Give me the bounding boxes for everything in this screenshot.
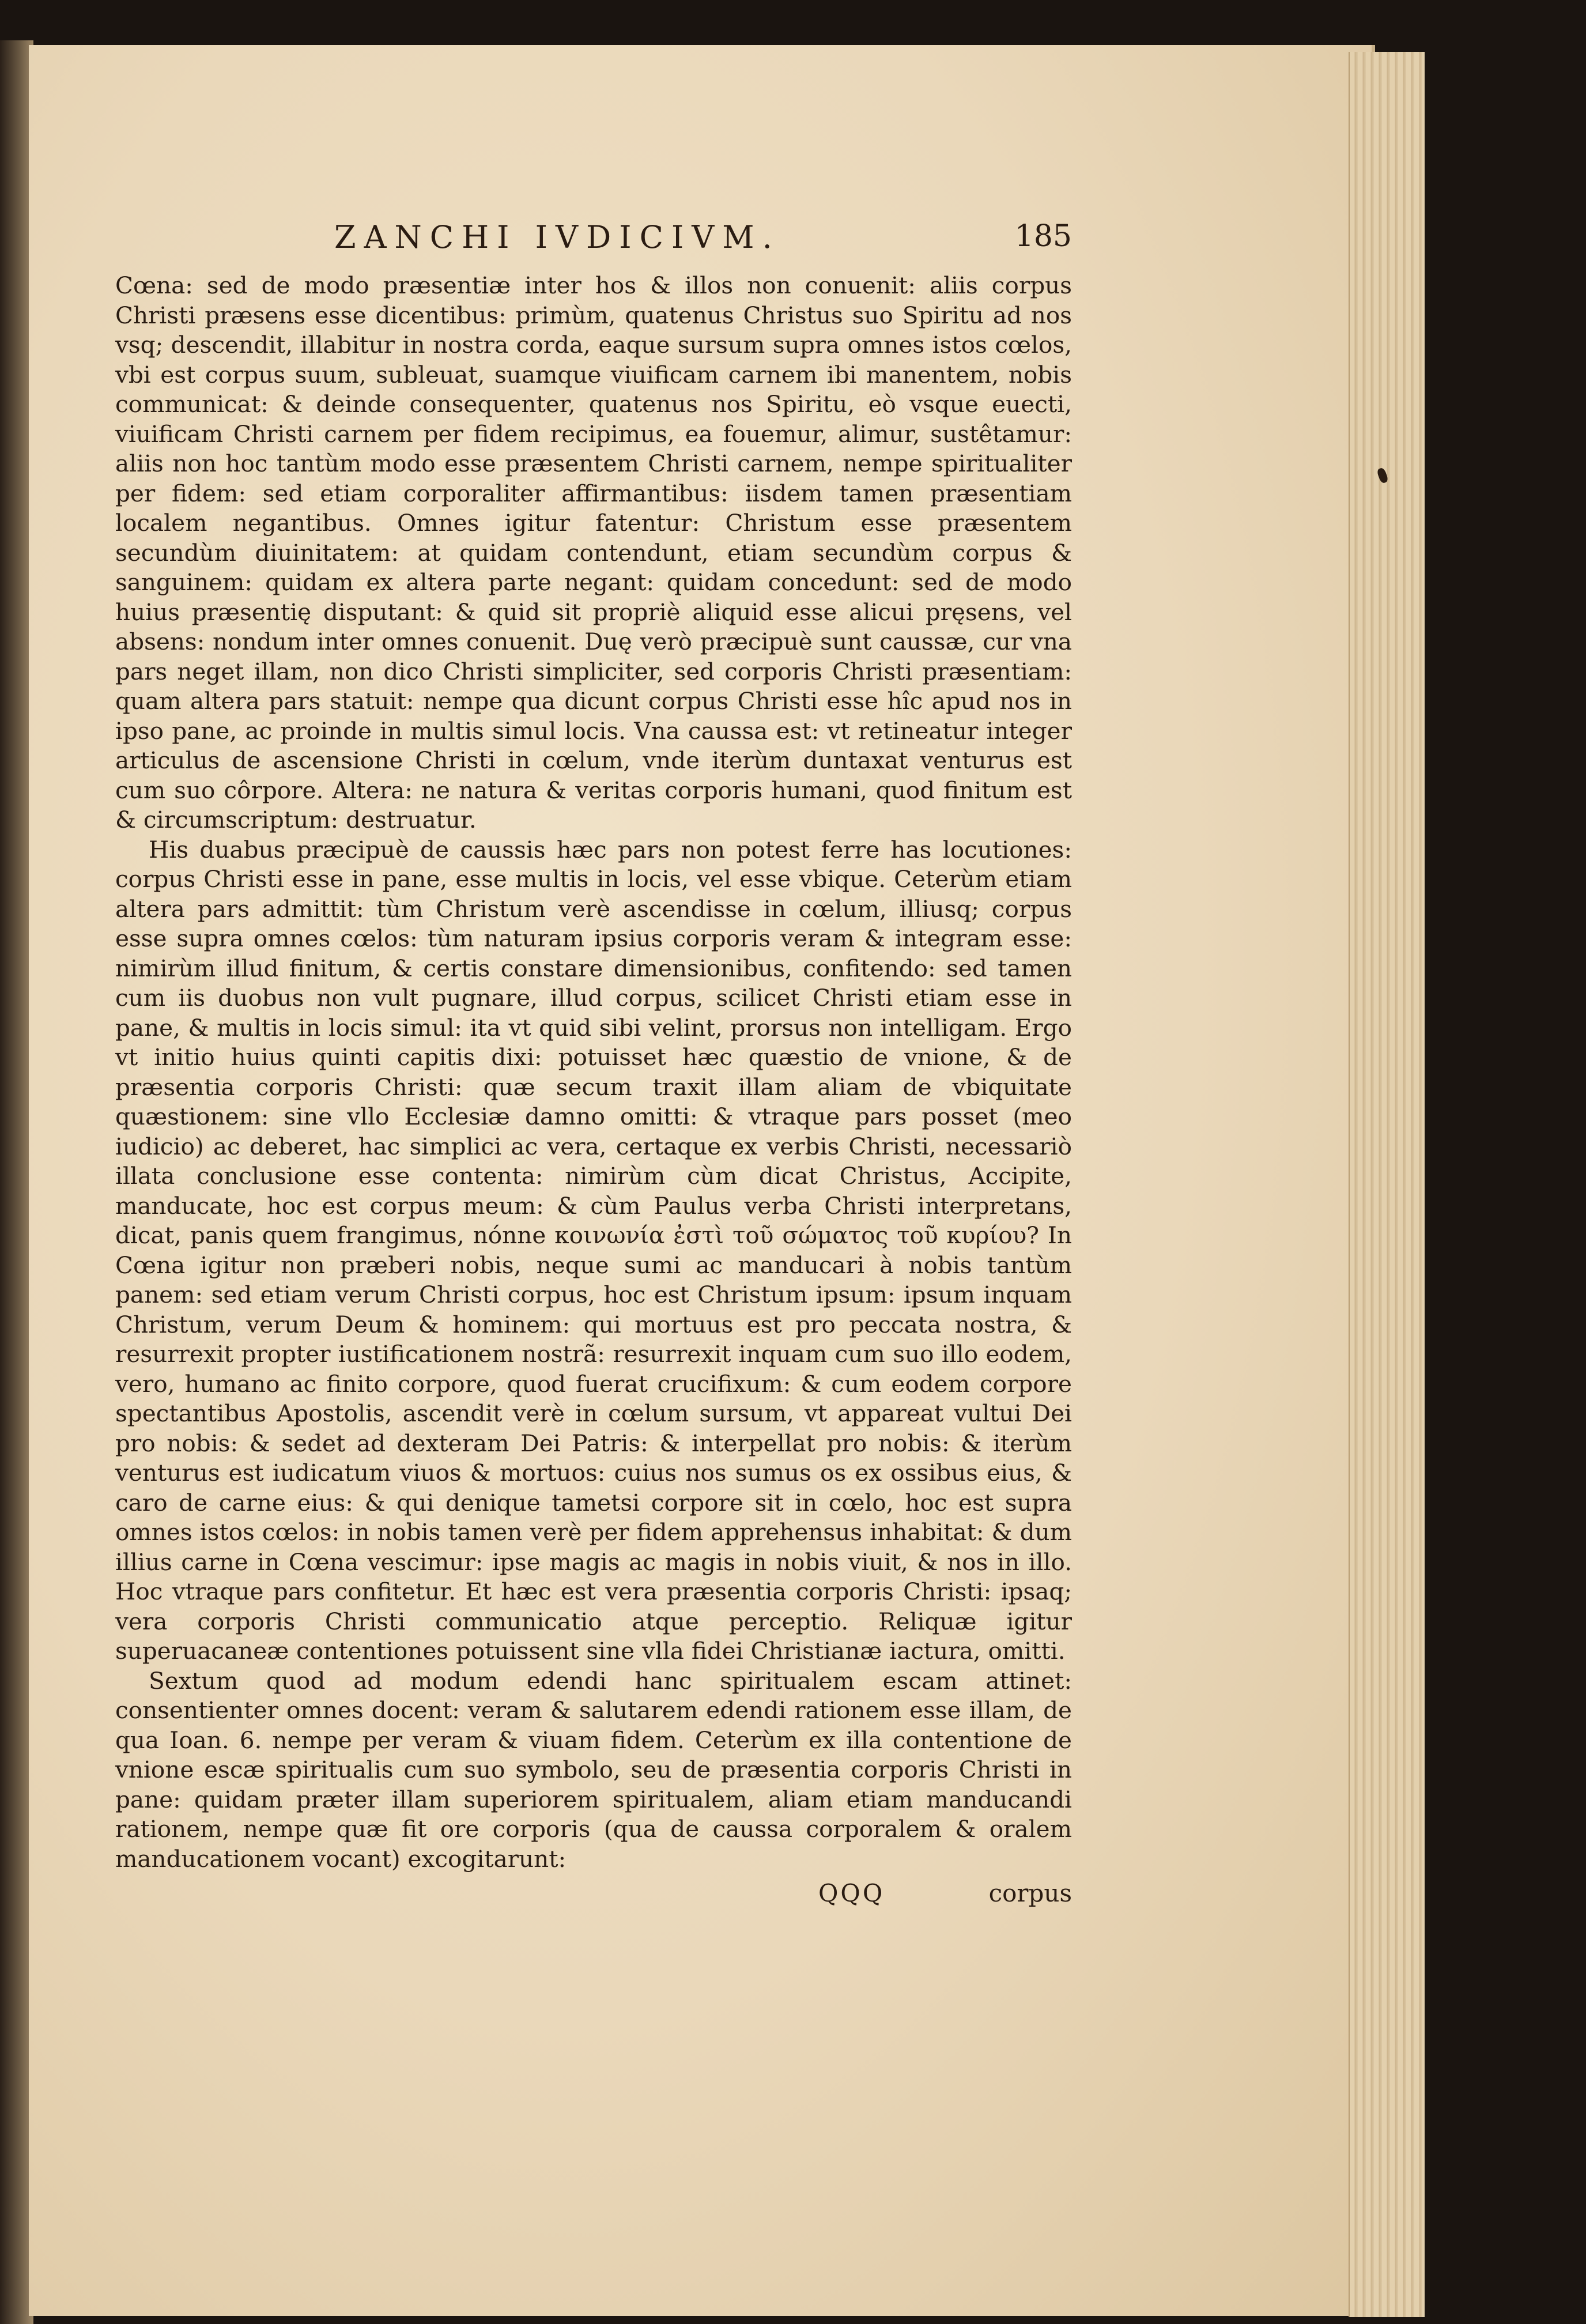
page-edges bbox=[1349, 52, 1425, 2317]
page-number: 185 bbox=[1014, 219, 1072, 254]
paragraph-2: His duabus præcipuè de caussis hæc pars non potest ferre has locutiones: corpus Christi esse in pane, esse multis in locis, vel esse vbique. Ceterùm etiam altera pars admittit: tùm Christum verè ascendisse in cœlum, illiusq; corpus esse supra omnes cœlos: tùm naturam ipsius corporis veram & integram esse: nimirùm illud finitum, & certis constare dimensionibus, confitendo: sed tamen cum iis duobus non vult pugnare, illud corpus, scilicet Christi etiam esse in pane, & multis in locis simul: ita vt quid sibi velint, prorsus non intelligam. Ergo vt initio huius quinti capitis dixi: potuisset hæc quæstio de vnione, & de præsentia corporis Christi: quæ secum traxit illam aliam de vbiquitate quæstionem: sine vllo Ecclesiæ damno omitti: & vtraque pars posset (meo iudicio) ac deberet, hac simplici ac vera, certaque ex verbis Christi, necessariò illata conclusione esse contenta: nimirùm cùm dicat Christus, Accipite, manducate, hoc est corpus meum: & cùm Paulus verba Christi interpretans, dicat, panis quem frangimus, nónne κοινωνία ἐστὶ τοῦ σώματος τοῦ κυρίου? In Cœna igitur non præberi nobis, neque sumi ac manducari à nobis tantùm panem: sed etiam verum Christi corpus, hoc est Christum ipsum: ipsum inquam Christum, verum Deum & hominem: qui mortuus est pro peccata nostra, & resurrexit propter iustificationem nostrã: resurrexit inquam cum suo illo eodem, vero, humano ac finito corpore, quod fuerat crucifixum: & cum eodem corpore spectantibus Apostolis, ascendit verè in cœlum sursum, vt appareat vultui Dei pro nobis: & sedet ad dexteram Dei Patris: & interpellat pro nobis: & iterùm venturus est iudicatum viuos & mortuos: cuius nos sumus os ex ossibus eius, & caro de carne eius: & qui denique tametsi corpore sit in cœlo, hoc est supra omnes istos cœlos: in nobis tamen verè per fidem apprehensus inhabitat: & dum illius carne in Cœna vescimur: ipse magis ac magis in nobis viuit, & nos in illo. Hoc vtraque pars confitetur. Et hæc est vera præsentia corporis Christi: ipsaq; vera corporis Christi communicatio atque perceptio. Reliquæ igitur superuacaneæ contentiones potuissent sine vlla fidei Christianæ iactura, omitti. bbox=[115, 835, 1072, 1665]
page-footer bbox=[818, 1879, 1072, 1919]
signature-mark: QQQ bbox=[818, 1879, 885, 1907]
page-header bbox=[334, 219, 1072, 265]
catchword: corpus bbox=[988, 1879, 1072, 1907]
running-title: ZANCHI IVDICIVM. bbox=[334, 219, 780, 255]
paragraph-1: Cœna: sed de modo præsentiæ inter hos & illos non conuenit: aliis corpus Christi præsens esse dicentibus: primùm, quatenus Christus suo Spiritu ad nos vsq; descendit, illabitur in nostra corda, eaque sursum supra omnes istos cœlos, vbi est corpus suum, subleuat, suamque viuificam carnem ibi manentem, nobis communicat: & deinde consequenter, quatenus nos Spiritu, eò vsque euecti, viuificam Christi carnem per fidem recipimus, ea fouemur, alimur, sustêtamur: aliis non hoc tantùm modo esse præsentem Christi carnem, nempe spiritualiter per fidem: sed etiam corporaliter affirmantibus: iisdem tamen præsentiam localem negantibus. Omnes igitur fatentur: Christum esse præsentem secundùm diuinitatem: at quidam contendunt, etiam secundùm corpus & sanguinem: quidam ex altera parte negant: quidam concedunt: sed de modo huius præsentię disputant: & quid sit propriè aliquid esse alicui pręsens, vel absens: nondum inter omnes conuenit. Duę verò præcipuè sunt caussæ, cur vna pars neget illam, non dico Christi simpliciter, sed corporis Christi præsentiam: quam altera pars statuit: nempe qua dicunt corpus Christi esse hîc apud nos in ipso pane, ac proinde in multis simul locis. Vna caussa est: vt retineatur integer articulus de ascensione Christi in cœlum, vnde iterùm duntaxat venturus est cum suo côrpore. Altera: ne natura & veritas corporis humani, quod finitum est & circumscriptum: destruatur. bbox=[115, 271, 1072, 833]
body-text bbox=[115, 271, 1072, 1874]
paragraph-3: Sextum quod ad modum edendi hanc spiritualem escam attinet: consentienter omnes docent: veram & salutarem edendi rationem esse illam, de qua Ioan. 6. nempe per veram & viuam fidem. Ceterùm ex illa contentione de vnione escæ spiritualis cum suo symbolo, seu de præsentia corporis Christi in pane: quidam præter illam superiorem spiritualem, aliam etiam manducandi rationem, nempe quæ fit ore corporis (qua de caussa corporalem & oralem manducationem vocant) excogitarunt: bbox=[115, 1666, 1072, 1873]
